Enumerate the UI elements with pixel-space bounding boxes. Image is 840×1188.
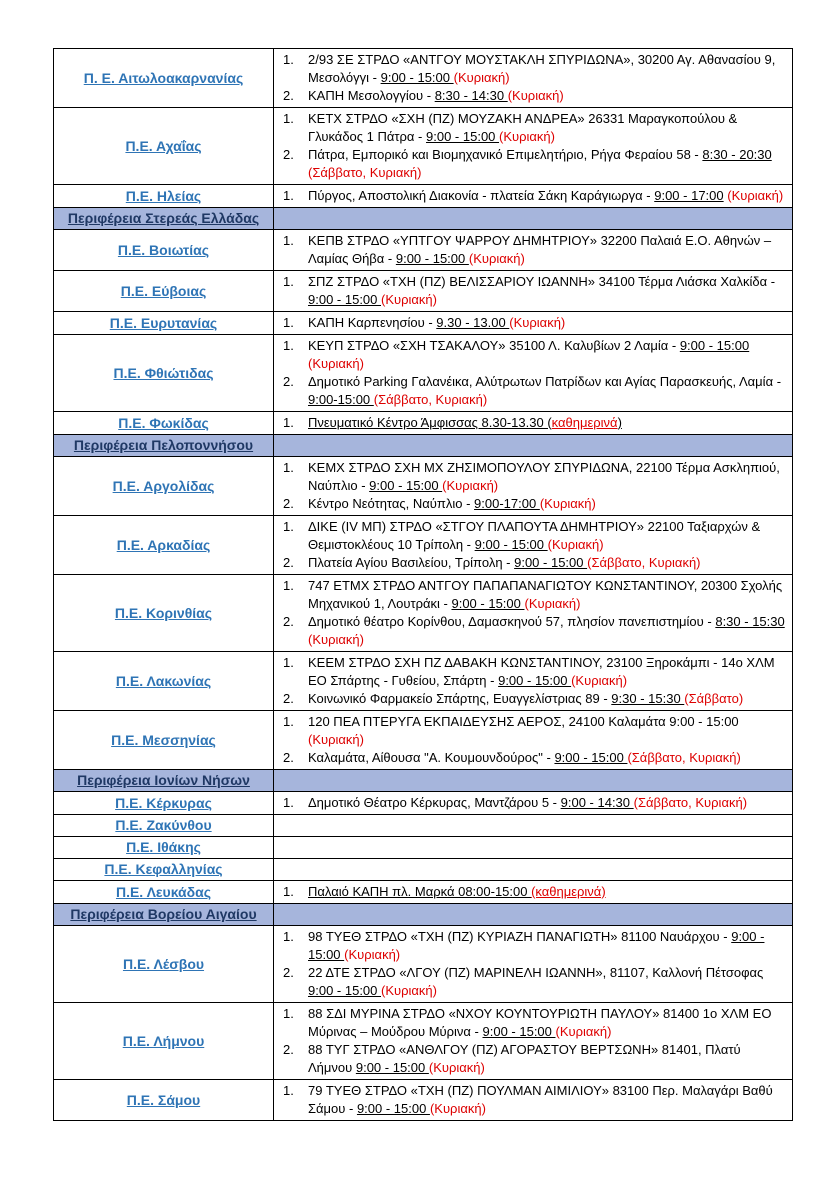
location-item-number: 2. — [283, 750, 294, 765]
location-item-number: 2. — [283, 965, 294, 980]
table-row — [54, 230, 793, 271]
location-item-number: 1. — [283, 795, 294, 810]
region-label: Π.Ε. Λέσβου — [122, 955, 205, 972]
region-locations-cell — [274, 926, 793, 1003]
section-header-filler — [274, 904, 793, 926]
time-range: Πνευματικό Κέντρο Άμφισσας 8.30-13.30 ( — [308, 415, 552, 430]
region-locations-cell — [274, 312, 793, 335]
location-text: Πάτρα, Εμπορικό και Βιομηχανικό Επιμελητήριο, Ρήγα Φεραίου 58 - — [308, 147, 703, 162]
time-range: 9.30 - 13.00 — [436, 315, 510, 330]
location-text: 120 ΠΕΑ ΠΤΕΡΥΓΑ ΕΚΠΑΙΔΕΥΣΗΣ ΑΕΡΟΣ, 24100 Καλαμάτα 9:00 - 15:00 — [308, 714, 739, 729]
location-item-number: 1. — [283, 188, 294, 203]
table-row — [54, 792, 793, 815]
location-item — [283, 1005, 786, 1041]
region-name-cell — [54, 652, 274, 711]
region-locations-cell — [274, 49, 793, 108]
location-item — [283, 554, 786, 572]
days-note: (Κυριακή) — [381, 983, 437, 998]
location-text: ΚΕΠΒ ΣΤΡΔΟ «ΥΠΤΓΟΥ ΨΑΡΡΟΥ ΔΗΜΗΤΡΙΟΥ» 32200 Παλαιά Ε.Ο. Αθηνών – Λαμίας Θήβα - — [308, 233, 772, 266]
location-item — [283, 577, 786, 613]
section-header-row — [54, 770, 793, 792]
location-item-number: 1. — [283, 655, 294, 670]
days-note: (Κυριακή) — [308, 732, 364, 747]
table-row — [54, 859, 793, 881]
location-item-text — [308, 613, 786, 649]
region-label: Π.Ε. Φθιώτιδας — [113, 364, 214, 381]
table-row — [54, 516, 793, 575]
time-range: 8:30 - 15:30 — [715, 614, 785, 629]
table-row — [54, 837, 793, 859]
location-text: 747 ΕΤΜΧ ΣΤΡΔΟ ΑΝΤΓΟΥ ΠΑΠΑΠΑΝΑΓΙΩΤΟΥ ΚΩΝΣΤΑΝΤΙΝΟΥ, 20300 Σχολής Μηχανικού 1, Λουτράκι - — [308, 578, 783, 611]
days-note: (Κυριακή) — [547, 537, 604, 552]
location-item-text — [308, 87, 786, 105]
time-range: Παλαιό ΚΑΠΗ πλ. Μαρκά 08:00-15:00 — [308, 884, 532, 899]
region-label: Π.Ε. Ευρυτανίας — [109, 314, 218, 331]
region-locations-cell — [274, 271, 793, 312]
days-note: (Σάββατο, Κυριακή) — [627, 750, 741, 765]
days-note: (Σάββατο, Κυριακή) — [587, 555, 701, 570]
region-locations-cell — [274, 859, 793, 881]
region-label: Π.Ε. Κέρκυρας — [115, 794, 212, 811]
location-item-text — [308, 964, 786, 1000]
location-text: 88 ΤΥΓ ΣΤΡΔΟ «ΑΝΘΛΓΟΥ (ΠΖ) ΑΓΟΡΑΣΤΟΥ ΒΕΡΤΣΩΝΗ» 81401, Πλατύ Λήμνου — [308, 1042, 741, 1075]
days-note: (Κυριακή) — [308, 356, 364, 371]
table-row — [54, 271, 793, 312]
location-item — [283, 373, 786, 409]
time-range: 9:00 - 15:00 — [451, 596, 525, 611]
location-item-number: 1. — [283, 274, 294, 289]
region-locations-cell — [274, 335, 793, 412]
table-row — [54, 1080, 793, 1121]
region-label: Π.Ε. Σάμου — [126, 1091, 201, 1108]
location-item-text — [308, 373, 786, 409]
days-note: (Κυριακή) — [539, 496, 596, 511]
table-row — [54, 185, 793, 208]
table-row — [54, 881, 793, 904]
days-note: (Κυριακή) — [571, 673, 628, 688]
table-row — [54, 412, 793, 435]
location-item-text — [308, 883, 786, 901]
location-item — [283, 187, 786, 205]
region-locations-cell — [274, 792, 793, 815]
time-range: 9:30 - 15:30 — [611, 691, 685, 706]
location-item — [283, 883, 786, 901]
days-note: (Κυριακή) — [555, 1024, 612, 1039]
location-item-text — [308, 794, 786, 812]
region-locations-cell — [274, 881, 793, 904]
location-item-number: 1. — [283, 884, 294, 899]
location-item-number: 1. — [283, 315, 294, 330]
location-item-text — [308, 1041, 786, 1077]
location-item-number: 2. — [283, 88, 294, 103]
time-range: 9:00 - 15:00 — [308, 983, 381, 998]
region-locations-cell — [274, 1003, 793, 1080]
location-item — [283, 459, 786, 495]
location-text: Πύργος, Αποστολική Διακονία - πλατεία Σάκη Καράγιωργα - — [308, 188, 655, 203]
section-header-cell — [54, 208, 274, 230]
location-item — [283, 87, 786, 105]
location-item-text — [308, 1082, 786, 1118]
region-name-cell — [54, 185, 274, 208]
days-note: (Κυριακή) — [308, 632, 364, 647]
days-note: (Κυριακή) — [499, 129, 555, 144]
region-label: Π.Ε. Αρκαδίας — [116, 536, 211, 553]
time-range: 9:00-17:00 — [474, 496, 540, 511]
section-header-filler — [274, 770, 793, 792]
days-note: (Σάββατο) — [684, 691, 744, 706]
location-item-number: 2. — [283, 614, 294, 629]
region-name-cell — [54, 335, 274, 412]
days-note: (Κυριακή) — [727, 188, 784, 203]
location-text: Πλατεία Αγίου Βασιλείου, Τρίπολη - — [308, 555, 515, 570]
section-header-label: Περιφέρεια Στερεάς Ελλάδας — [67, 210, 260, 226]
location-item-text — [308, 146, 786, 182]
region-label: Π.Ε. Μεσσηνίας — [111, 731, 216, 748]
region-name-cell — [54, 575, 274, 652]
region-locations-cell — [274, 230, 793, 271]
location-item — [283, 1041, 786, 1077]
region-locations-cell — [274, 815, 793, 837]
time-range: 9:00 - 17:00 — [654, 188, 724, 203]
location-item-text — [308, 713, 786, 749]
days-note: (Κυριακή) — [507, 88, 564, 103]
regions-table — [53, 48, 793, 1121]
location-item — [283, 690, 786, 708]
location-item-number: 2. — [283, 691, 294, 706]
location-item-number: 2. — [283, 1042, 294, 1057]
location-text: Δημοτικό Θέατρο Κέρκυρας, Μαντζάρου 5 - — [308, 795, 561, 810]
days-note: (Κυριακή) — [453, 70, 510, 85]
location-item — [283, 964, 786, 1000]
time-range: 9:00 - 15:00 — [426, 129, 500, 144]
region-label: Π.Ε. Ιθάκης — [126, 839, 201, 855]
location-item-text — [308, 749, 786, 767]
location-item-text — [308, 928, 786, 964]
region-locations-cell — [274, 457, 793, 516]
location-item-text — [308, 110, 786, 146]
location-item-number: 1. — [283, 111, 294, 126]
location-text: ΚΑΠΗ Καρπενησίου - — [308, 315, 437, 330]
location-item-text — [308, 495, 786, 513]
region-label: Π.Ε. Αχαΐας — [125, 137, 202, 154]
region-name-cell — [54, 457, 274, 516]
location-item-number: 1. — [283, 929, 294, 944]
location-item-number: 1. — [283, 1083, 294, 1098]
region-name-cell — [54, 711, 274, 770]
region-name-cell — [54, 792, 274, 815]
region-name-cell — [54, 815, 274, 837]
days-note: (Κυριακή) — [381, 292, 437, 307]
location-item — [283, 414, 786, 432]
region-label: Π.Ε. Αργολίδας — [112, 477, 215, 494]
region-label: Π.Ε. Λακωνίας — [115, 672, 212, 689]
time-range: 9:00 - 15:00 — [369, 478, 443, 493]
location-item-text — [308, 1005, 786, 1041]
region-label: Π.Ε. Φωκίδας — [118, 414, 209, 431]
location-item-text — [308, 273, 786, 309]
days-note: (Κυριακή) — [428, 1060, 485, 1075]
location-text: 88 ΣΔΙ ΜΥΡΙΝΑ ΣΤΡΔΟ «ΝΧΟΥ ΚΟΥΝΤΟΥΡΙΩΤΗ ΠΑΥΛΟΥ» 81400 1ο ΧΛΜ ΕΟ Μύρινας – Μούδρου Μύρινα - — [308, 1006, 772, 1039]
location-text: ΔΙΚΕ (IV ΜΠ) ΣΤΡΔΟ «ΣΤΓΟΥ ΠΛΑΠΟΥΤΑ ΔΗΜΗΤΡΙΟΥ» 22100 Ταξιαρχών & Θεμιστοκλέους 10 Τρίπολη - — [308, 519, 761, 552]
location-item — [283, 146, 786, 182]
region-label: Π. Ε. Αιτωλοακαρνανίας — [83, 69, 244, 86]
region-label: Π.Ε. Ηλείας — [125, 187, 202, 204]
region-label: Π.Ε. Λευκάδας — [115, 883, 212, 900]
location-text: 79 ΤΥΕΘ ΣΤΡΔΟ «ΤΧΗ (ΠΖ) ΠΟΥΛΜΑΝ ΑΙΜΙΛΙΟΥ» 83100 Περ. Μαλαγάρι Βαθύ Σάμου - — [308, 1083, 773, 1116]
region-name-cell — [54, 312, 274, 335]
table-row — [54, 652, 793, 711]
regions-table-body — [54, 49, 793, 1121]
location-text: ΚΑΠΗ Μεσολογγίου - — [308, 88, 435, 103]
location-item-text — [308, 518, 786, 554]
days-note: (Κυριακή) — [468, 251, 525, 266]
section-header-row — [54, 904, 793, 926]
days-note: (Κυριακή) — [344, 947, 401, 962]
region-label: Π.Ε. Βοιωτίας — [117, 241, 210, 258]
location-text: ΣΠΖ ΣΤΡΔΟ «ΤΧΗ (ΠΖ) ΒΕΛΙΣΣΑΡΙΟΥ ΙΩΑΝΝΗ» 34100 Τέρμα Λιάσκα Χαλκίδα - — [308, 274, 776, 289]
table-row — [54, 575, 793, 652]
time-range: 9:00 - 15:00 — [308, 929, 765, 962]
time-range: 9:00 - 15:00 — [308, 292, 381, 307]
table-row — [54, 815, 793, 837]
location-item — [283, 713, 786, 749]
location-text: ΚΕΜΧ ΣΤΡΔΟ ΣΧΗ ΜΧ ΖΗΣΙΜΟΠΟΥΛΟΥ ΣΠΥΡΙΔΩΝΑ, 22100 Τέρμα Ασκληπιού, Ναύπλιο - — [308, 460, 780, 493]
location-text: Δημοτικό Parking Γαλανέικα, Αλύτρωτων Πατρίδων και Αγίας Παρασκευής, Λαμία - — [308, 374, 782, 389]
days-note: (Σάββατο, Κυριακή) — [308, 165, 422, 180]
region-locations-cell — [274, 1080, 793, 1121]
section-header-label: Περιφέρεια Βορείου Αιγαίου — [70, 906, 257, 922]
region-name-cell — [54, 1003, 274, 1080]
location-item — [283, 273, 786, 309]
time-range: 9:00 - 15:00 — [679, 338, 750, 353]
location-item-text — [308, 554, 786, 572]
time-range: 8:30 - 14:30 — [434, 88, 508, 103]
section-header-label: Περιφέρεια Ιονίων Νήσων — [77, 772, 250, 788]
region-name-cell — [54, 881, 274, 904]
region-name-cell — [54, 412, 274, 435]
location-text: Κέντρο Νεότητας, Ναύπλιο - — [308, 496, 475, 511]
days-note: (Κυριακή) — [509, 315, 566, 330]
region-name-cell — [54, 49, 274, 108]
region-locations-cell — [274, 412, 793, 435]
table-row — [54, 312, 793, 335]
location-item-text — [308, 187, 786, 205]
days-note: (Σάββατο, Κυριακή) — [633, 795, 748, 810]
region-locations-cell — [274, 185, 793, 208]
location-item-text — [308, 51, 786, 87]
table-row — [54, 49, 793, 108]
region-locations-cell — [274, 711, 793, 770]
section-header-row — [54, 208, 793, 230]
time-range: 9:00-15:00 — [308, 392, 374, 407]
location-item-number: 1. — [283, 460, 294, 475]
location-item-text — [308, 577, 786, 613]
time-range: 9:00 - 15:00 — [395, 251, 469, 266]
region-label: Π.Ε. Ζακύνθου — [115, 817, 212, 833]
region-name-cell — [54, 230, 274, 271]
location-item — [283, 928, 786, 964]
region-label: Π.Ε. Κεφαλληνίας — [104, 861, 223, 877]
table-row — [54, 108, 793, 185]
location-item — [283, 110, 786, 146]
section-header-row — [54, 435, 793, 457]
time-range: 9:00 - 15:00 — [498, 673, 572, 688]
region-name-cell — [54, 837, 274, 859]
region-name-cell — [54, 516, 274, 575]
section-header-cell — [54, 770, 274, 792]
location-item-number: 1. — [283, 338, 294, 353]
location-item — [283, 1082, 786, 1118]
region-name-cell — [54, 108, 274, 185]
location-item-number: 2. — [283, 374, 294, 389]
region-label: Π.Ε. Εύβοιας — [120, 282, 207, 299]
location-item — [283, 794, 786, 812]
table-row — [54, 1003, 793, 1080]
days-note: καθημερινά — [551, 415, 618, 430]
location-text: Καλαμάτα, Αίθουσα "Α. Κουμουνδούρος" - — [308, 750, 555, 765]
location-item-number: 1. — [283, 415, 294, 430]
location-item — [283, 51, 786, 87]
time-range: 9:00 - 15:00 — [356, 1101, 430, 1116]
region-locations-cell — [274, 108, 793, 185]
region-locations-cell — [274, 837, 793, 859]
location-item-text — [308, 459, 786, 495]
days-note: (Κυριακή) — [524, 596, 581, 611]
location-item — [283, 613, 786, 649]
region-label: Π.Ε. Λήμνου — [122, 1032, 205, 1049]
location-item-text — [308, 414, 786, 432]
days-note: (Κυριακή) — [442, 478, 499, 493]
region-locations-cell — [274, 575, 793, 652]
section-header-filler — [274, 435, 793, 457]
location-item — [283, 749, 786, 767]
location-item-number: 1. — [283, 519, 294, 534]
time-range: 9:00 - 15:00 — [514, 555, 588, 570]
location-item-number: 1. — [283, 714, 294, 729]
location-item-number: 1. — [283, 52, 294, 67]
region-name-cell — [54, 271, 274, 312]
days-note: (Κυριακή) — [429, 1101, 486, 1116]
location-item-number: 1. — [283, 1006, 294, 1021]
location-text: 2/93 ΣΕ ΣΤΡΔΟ «ΑΝΤΓΟΥ ΜΟΥΣΤΑΚΛΗ ΣΠΥΡΙΔΩΝΑ», 30200 Αγ. Αθανασίου 9, Μεσολόγγι - — [308, 52, 776, 85]
time-range: 8:30 - 20:30 — [702, 147, 772, 162]
location-item-text — [308, 314, 786, 332]
location-text: ΚΕΥΠ ΣΤΡΔΟ «ΣΧΗ ΤΣΑΚΑΛΟΥ» 35100 Λ. Καλυβίων 2 Λαμία - — [308, 338, 680, 353]
region-locations-cell — [274, 652, 793, 711]
time-range: ) — [617, 415, 622, 430]
section-header-filler — [274, 208, 793, 230]
location-item — [283, 518, 786, 554]
section-header-label: Περιφέρεια Πελοποννήσου — [73, 437, 254, 453]
days-note: (Σάββατο, Κυριακή) — [373, 392, 488, 407]
location-item — [283, 654, 786, 690]
time-range: 9:00 - 15:00 — [355, 1060, 429, 1075]
location-item-number: 2. — [283, 147, 294, 162]
region-name-cell — [54, 859, 274, 881]
time-range: 9:00 - 15:00 — [474, 537, 548, 552]
location-item — [283, 337, 786, 373]
days-note: (καθημερινά) — [531, 884, 606, 899]
section-header-cell — [54, 435, 274, 457]
table-row — [54, 457, 793, 516]
location-item-text — [308, 690, 786, 708]
location-text: Δημοτικό θέατρο Κορίνθου, Δαμασκηνού 57, πλησίον πανεπιστημίου - — [308, 614, 716, 629]
location-text: ΚΕΤΧ ΣΤΡΔΟ «ΣΧΗ (ΠΖ) ΜΟΥΖΑΚΗ ΑΝΔΡΕΑ» 26331 Μαραγκοπούλου & Γλυκάδος 1 Πάτρα - — [308, 111, 738, 144]
location-item-text — [308, 232, 786, 268]
region-locations-cell — [274, 516, 793, 575]
location-item — [283, 495, 786, 513]
location-item-number: 1. — [283, 578, 294, 593]
location-item-number: 1. — [283, 233, 294, 248]
region-name-cell — [54, 926, 274, 1003]
table-row — [54, 711, 793, 770]
location-text: Κοινωνικό Φαρμακείο Σπάρτης, Ευαγγελίστριας 89 - — [308, 691, 612, 706]
time-range: 9:00 - 15:00 — [554, 750, 628, 765]
location-item — [283, 232, 786, 268]
location-item-number: 2. — [283, 496, 294, 511]
time-range: 9:00 - 15:00 — [482, 1024, 556, 1039]
region-label: Π.Ε. Κορινθίας — [114, 604, 213, 621]
location-item-number: 2. — [283, 555, 294, 570]
region-name-cell — [54, 1080, 274, 1121]
location-item-text — [308, 654, 786, 690]
location-text: ΚΕΕΜ ΣΤΡΔΟ ΣΧΗ ΠΖ ΔΑΒΑΚΗ ΚΩΝΣΤΑΝΤΙΝΟΥ, 23100 Ξηροκάμπι - 14ο ΧΛΜ ΕΟ Σπάρτης - Γυθείου, Σπάρτη - — [308, 655, 775, 688]
location-text: 98 ΤΥΕΘ ΣΤΡΔΟ «ΤΧΗ (ΠΖ) ΚΥΡΙΑΖΗ ΠΑΝΑΓΙΩΤΗ» 81100 Ναυάρχου - — [308, 929, 732, 944]
location-item — [283, 314, 786, 332]
section-header-cell — [54, 904, 274, 926]
time-range: 9:00 - 14:30 — [560, 795, 634, 810]
time-range: 9:00 - 15:00 — [380, 70, 454, 85]
table-row — [54, 926, 793, 1003]
location-text: 22 ΔΤΕ ΣΤΡΔΟ «ΛΓΟΥ (ΠΖ) ΜΑΡΙΝΕΛΗ ΙΩΑΝΝΗ», 81107, Καλλονή Πέτσοφας — [308, 965, 764, 980]
location-item-text — [308, 337, 786, 373]
table-row — [54, 335, 793, 412]
